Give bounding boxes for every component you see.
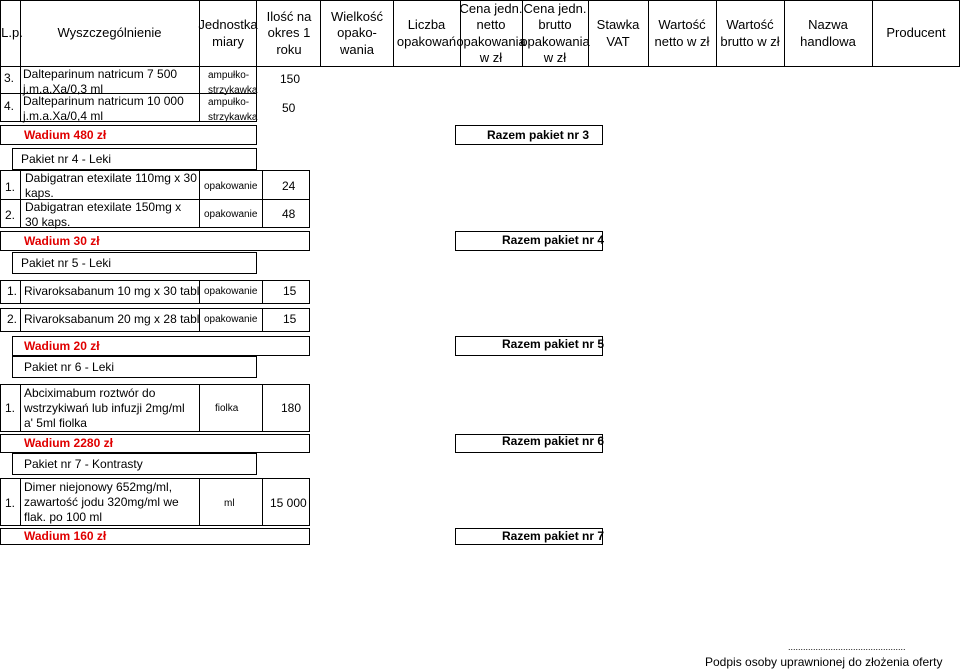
col-qty: Ilość na okres 1 roku (266, 9, 312, 57)
wadium-label: Wadium 2280 zł (24, 436, 113, 450)
pakiet-title: Pakiet nr 6 - Leki (24, 360, 115, 374)
table-row-no: 1. (5, 180, 16, 194)
table-row-no: 3. (4, 71, 15, 85)
col-vat: Stawka VAT (596, 17, 640, 49)
table-row-unit: opakowanie (204, 314, 258, 325)
table-row-no: 1. (5, 496, 16, 510)
razem-label: Razem pakiet nr 6 (502, 434, 605, 448)
table-row-unit: opakowanie (204, 181, 258, 192)
wadium-label: Wadium 480 zł (24, 128, 107, 142)
col-pack-size: Wielkość opako-wania (330, 9, 383, 57)
table-row-name: Dimer niejonowy 652mg/ml, zawartość jodu 320mg/ml we flak. po 100 ml (24, 480, 179, 524)
col-net-value: Wartość netto w zł (654, 17, 710, 49)
table-row-name: Rivaroksabanum 20 mg x 28 tabl (24, 312, 200, 326)
table-row-no: 1. (7, 284, 18, 298)
table-row-name: Abciximabum roztwór do wstrzykiwań lub infuzji 2mg/ml a' 5ml fiolka (24, 386, 185, 430)
table-row-qty: 50 (282, 101, 296, 115)
pakiet-title: Pakiet nr 4 - Leki (21, 152, 112, 166)
col-gross-price: Cena jedn. brutto opakowania w zł (520, 1, 590, 65)
col-name: Wyszczególnienie (57, 25, 162, 41)
razem-label: Razem pakiet nr 5 (502, 337, 605, 351)
table-row-no: 2. (5, 208, 16, 222)
table-row-no: 4. (4, 99, 15, 113)
table-row-unit: ampułko- strzykawka (208, 70, 258, 96)
table-row-unit: ml (224, 498, 235, 509)
signature-dots: ............................................... (788, 642, 906, 652)
table-row-qty: 180 (281, 401, 302, 415)
table-row-unit: opakowanie (204, 286, 258, 297)
table-row-no: 1. (5, 401, 16, 415)
col-unit: Jednostka miary (198, 17, 258, 49)
table-row-qty: 15 000 (270, 496, 307, 510)
col-lp: L.p. (1, 25, 23, 41)
col-gross-value: Wartość brutto w zł (720, 17, 780, 49)
table-row-unit: opakowanie (204, 209, 258, 220)
col-pack-count: Liczba opakowań (396, 17, 457, 49)
table-row-name: Dalteparinum natricum 10 000 j.m.a.Xa/0,4 ml (23, 94, 184, 123)
table-row-qty: 15 (283, 312, 297, 326)
wadium-label: Wadium 20 zł (24, 339, 100, 353)
razem-label: Razem pakiet nr 4 (502, 233, 605, 247)
table-row-no: 2. (7, 312, 18, 326)
table-row-name: Dabigatran etexilate 150mg x 30 kaps. (25, 200, 182, 229)
table-row-unit: ampułko- strzykawka (208, 97, 258, 123)
table-row-name: Dabigatran etexilate 110mg x 30 kaps. (25, 171, 197, 200)
table-row-qty: 48 (282, 207, 296, 221)
wadium-label: Wadium 30 zł (24, 234, 100, 248)
table-row-qty: 24 (282, 179, 296, 193)
pakiet-title: Pakiet nr 5 - Leki (21, 256, 112, 270)
pakiet-title: Pakiet nr 7 - Kontrasty (24, 457, 143, 471)
table-row-qty: 150 (280, 72, 301, 86)
razem-label: Razem pakiet nr 7 (502, 529, 605, 543)
wadium-label: Wadium 160 zł (24, 529, 107, 543)
col-trade-name: Nazwa handlowa (800, 17, 856, 49)
col-producer: Producent (886, 25, 946, 41)
col-net-price: Cena jedn. netto opakowania w zł (456, 1, 526, 65)
table-row-name: Rivaroksabanum 10 mg x 30 tabl (24, 284, 200, 298)
table-row-qty: 15 (283, 284, 297, 298)
table-row-name: Dalteparinum natricum 7 500 j.m.a.Xa/0,3 ml (23, 67, 178, 96)
razem-label: Razem pakiet nr 3 (487, 128, 590, 142)
signature-label: Podpis osoby uprawnionej do złożenia oferty (705, 655, 943, 669)
table-row-unit: fiolka (215, 403, 239, 414)
